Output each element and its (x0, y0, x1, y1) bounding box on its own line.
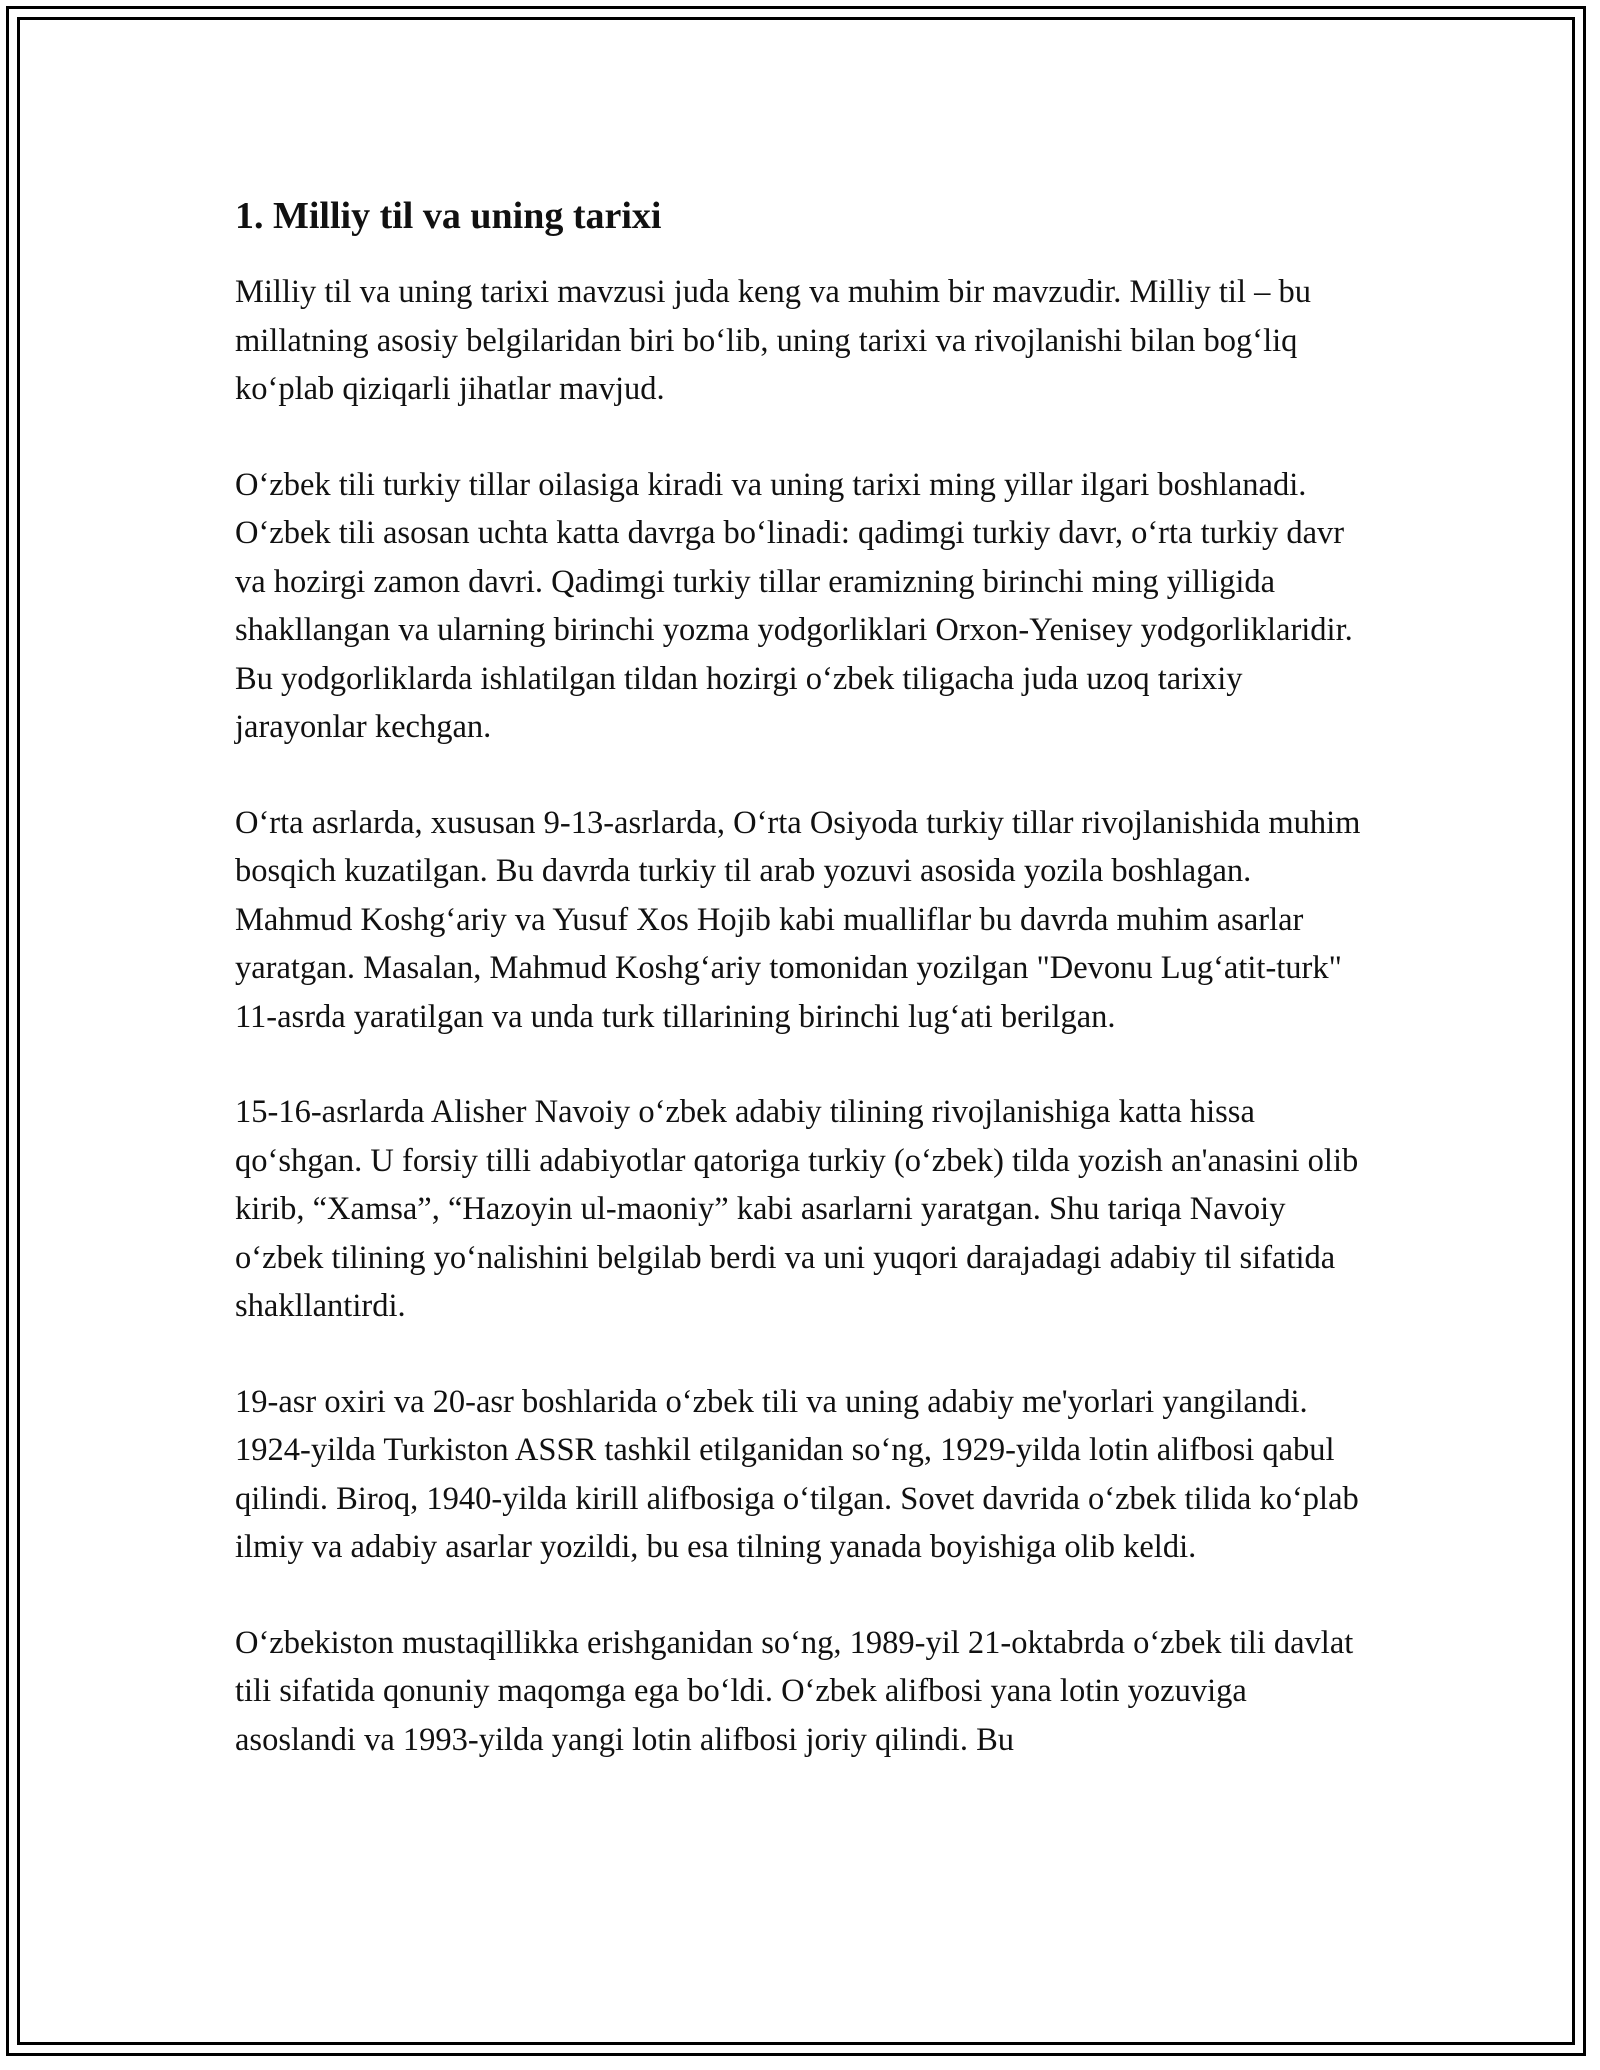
paragraph-6: O‘zbekiston mustaqillikka erishganidan so‘ng, 1989-yil 21-oktabrda o‘zbek tili davlat tili sifatida qonuniy maqomga ega bo‘ldi. O‘zbek alifbosi yana lotin yozuviga asoslandi va 1993-yilda yangi lotin alifbosi joriy qilindi. Bu (235, 1624, 1354, 1758)
paragraph-4: 15-16-asrlarda Alisher Navoiy o‘zbek adabiy tilining rivojlanishiga katta hissa qo‘shgan. U forsiy tilli adabiyotlar qatoriga turkiy (o‘zbek) tilda yozish an'anasini olib kirib, “Xamsa”, “Hazoyin ul-maoniy” kabi asarlarni yaratgan. Shu tariqa Navoiy o‘zbek tilining yo‘nalishini belgilab berdi va uni yuqori darajadagi adabiy til sifatida shakllantirdi. (235, 1094, 1359, 1324)
document-body (235, 186, 1375, 1811)
paragraph-2: O‘zbek tili turkiy tillar oilasiga kiradi va uning tarixi ming yillar ilgari boshlanadi. O‘zbek tili asosan uchta katta davrga bo‘linadi: qadimgi turkiy davr, o‘rta turkiy davr va hozirgi zamon davri. Qadimgi turkiy tillar eramizning birinchi ming yilligida shakllangan va ularning birinchi yozma yodgorliklari Orxon-Yenisey yodgorliklaridir. Bu yodgorliklarda ishlatilgan tildan hozirgi o‘zbek tiligacha juda uzoq tarixiy jarayonlar kechgan. (235, 466, 1353, 745)
paragraph-5: 19-asr oxiri va 20-asr boshlarida o‘zbek tili va uning adabiy me'yorlari yangilandi. 1924-yilda Turkiston ASSR tashkil etilganidan so‘ng, 1929-yilda lotin alifbosi qabul qilindi. Biroq, 1940-yilda kirill alifbosiga o‘tilgan. Sovet davrida o‘zbek tilida ko‘plab ilmiy va adabiy asarlar yozildi, bu esa tilning yanada boyishiga olib keldi. (235, 1383, 1359, 1565)
paragraph-1: Milliy til va uning tarixi mavzusi juda keng va muhim bir mavzudir. Milliy til – bu millatning asosiy belgilaridan biri bo‘lib, uning tarixi va rivojlanishi bilan bog‘liq ko‘plab qiziqarli jihatlar mavjud. (235, 274, 1311, 407)
paragraph-3: O‘rta asrlarda, xususan 9-13-asrlarda, O‘rta Osiyoda turkiy tillar rivojlanishida muhim bosqich kuzatilgan. Bu davrda turkiy til arab yozuvi asosida yozila boshlagan. Mahmud Koshg‘ariy va Yusuf Xos Hojib kabi mualliflar bu davrda muhim asarlar yaratgan. Masalan, Mahmud Koshg‘ariy tomonidan yozilgan "Devonu Lug‘atit-turk" 11-asrda yaratilgan va unda turk tillarining birinchi lug‘ati berilgan. (235, 804, 1361, 1035)
section-title: 1. Milliy til va uning tarixi (235, 195, 662, 237)
